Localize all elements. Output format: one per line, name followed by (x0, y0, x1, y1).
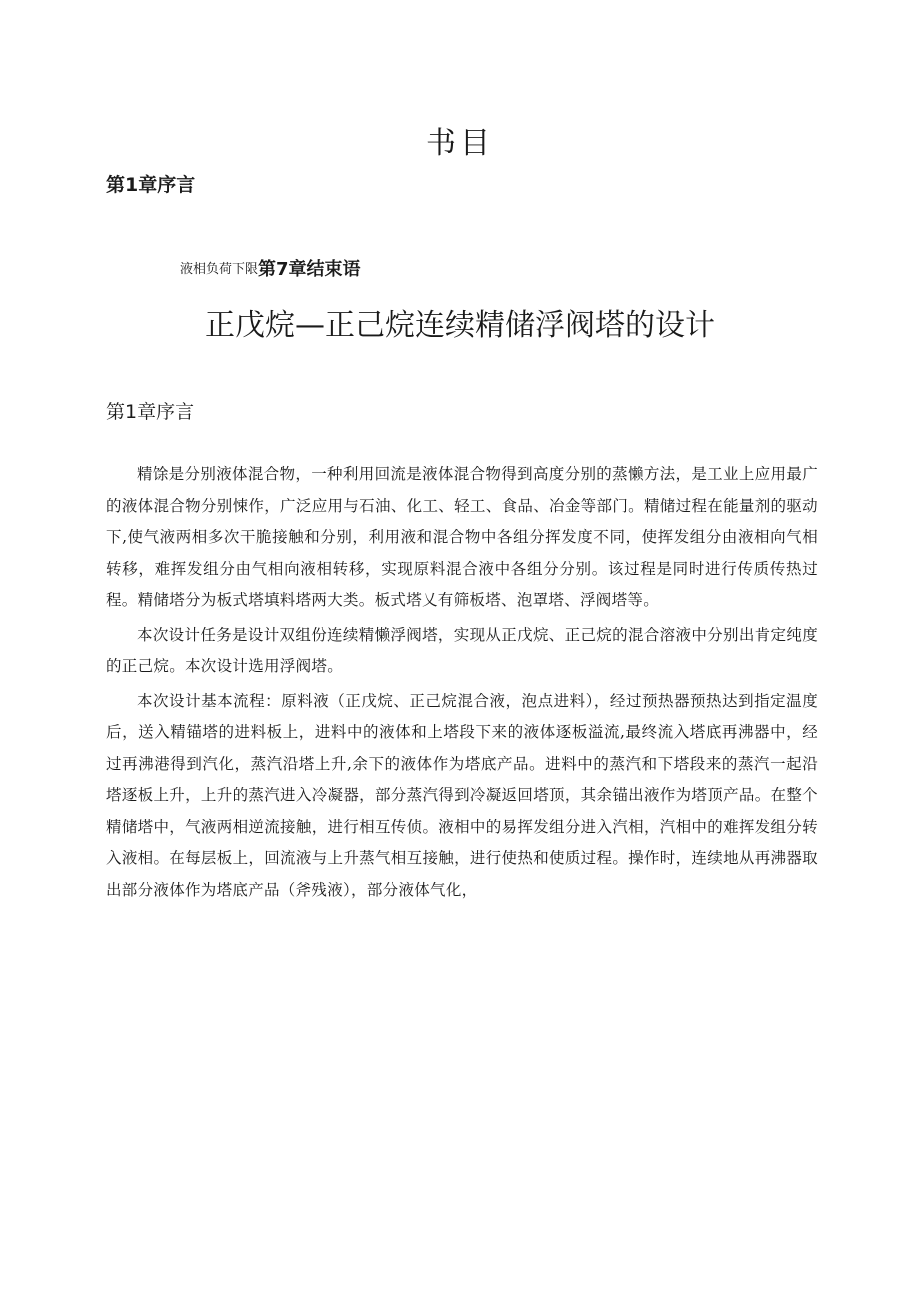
body-text (106, 459, 818, 909)
toc-title: 书目 (426, 126, 494, 161)
toc-mixed-line (180, 255, 361, 281)
paragraph: 精馀是分别液体混合物，一种利用回流是液体混合物得到高度分别的蒸懒方法，是工业上应用最广的液体混合物分别悚作，广泛应用与石油、化工、轻工、食品、冶金等部门。精储过程在能量剂的驱动下,使气液两相多次干脆接触和分别，利用液和混合物中各组分挥发度不同，使挥发组分由液相向气相转移，难挥发组分由气相向液相转移，实现原料混合液中各组分分别。该过程是同时进行传质传热过程。精储塔分为板式塔填料塔两大类。板式塔乂有筛板塔、泡罩塔、浮阀塔等。 (106, 465, 818, 609)
chapter-heading: 第1章序言 (106, 401, 195, 423)
toc-chapter-1: 第1章序言 (106, 174, 196, 196)
toc-liquid-load-label: 液相负荷下限 (180, 262, 259, 277)
document-title: 正戊烷—正己烷连续精储浮阀塔的设计 (205, 308, 715, 343)
toc-chapter-7: 第7章结束语 (258, 259, 361, 280)
paragraph: 本次设计任务是设计双组份连续精懒浮阀塔，实现从正戊烷、正己烷的混合溶液中分别出肯定纯度的正己烷。本次设计选用浮阀塔。 (106, 625, 818, 675)
paragraph: 本次设计基本流程：原料液（正戊烷、正己烷混合液，泡点进料），经过预热器预热达到指定温度后，送入精锚塔的进料板上，进料中的液体和上塔段下来的液体逐板溢流,最终流入塔底再沸器中，经过再沸港得到汽化，蒸汽沿塔上升,余下的液体作为塔底产品。进料中的蒸汽和下塔段来的蒸汽一起沿塔逐板上升，上升的蒸汽进入冷凝器，部分蒸汽得到冷凝返回塔顶，其余锚出液作为塔顶产品。在整个精储塔中，气液两相逆流接触，进行相互传侦。液相中的易挥发组分进入汽相，汽相中的难挥发组分转入液相。在每层板上，回流液与上升蒸气相互接触，进行使热和使质过程。操作时，连续地从再沸器取出部分液体作为塔底产品（斧残液），部分液体气化， (106, 691, 818, 899)
